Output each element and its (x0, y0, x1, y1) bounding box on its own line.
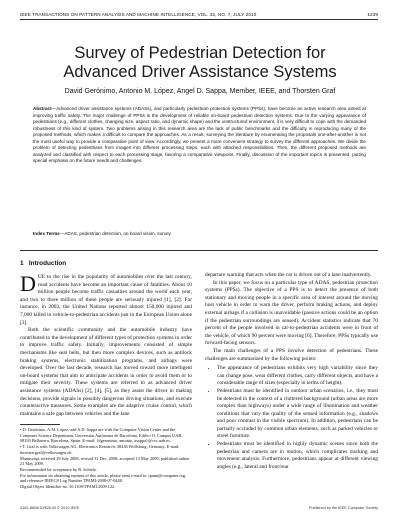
right-column (205, 272, 378, 471)
footnote-rule (20, 424, 60, 425)
footnote-recommended: Recommended for acceptance by B. Schiele. (20, 466, 97, 472)
index-terms-label: Index Terms (33, 231, 60, 236)
footnote-affiliation-2: • T. Graf is with Volkswagen AG, Electronics Research, 38436 Wolfsburg, Germany. E-mail: thorsten.graf@volkswagen.de. (20, 444, 180, 455)
copyright: 0162-8828/10/$26.00 © 2010 IEEE (20, 506, 80, 510)
abstract-text: —Advanced driver assistance systems (ADASs), and particularly pedestrian protection systems (PPSs), have become an active research area aimed at improving traffic safety. The major challenge of PPSs is the development of reliable on-board pedestrian detection systems. Due to the varying appearance of pedestrians (e.g., different clothes, changing size, aspect ratio, and dynamic shape) and the unstructured environment, it is very difficult to cope with the demanded robustness of this kind of system. Two problems arising in this research area are the lack of public benchmarks and the difficulty in reproducing many of the proposed methods, which makes it difficult to compare the approaches. As a result, surveying the literature by enumerating the proposals one-after-another is not the most useful way to provide a comparative point of view. Accordingly, we present a more convenient strategy to survey the different approaches. We divide the problem of detecting pedestrians from images into different processing steps, each with attached responsibilities. Then, the different proposed methods are analyzed and classified with respect to each processing stage, favoring a comparative viewpoint. Finally, discussion of the important topics is presented, putting special emphasis on the future needs and challenges. (33, 106, 366, 164)
section-number: 1 (20, 260, 24, 267)
footnote-manuscript: Manuscript received 29 July 2008; revised 31 Dec. 2008; accepted 13 May 2009; published online 21 May 2009. (20, 455, 190, 467)
right-paragraph-3: The main challenges of a PPS involve detection of pedestrians. These challenges are summarized by the following points: (205, 347, 378, 362)
footnote-doi: Digital Object Identifier no. 10.1109/TPAMI.2009.122. (20, 484, 116, 490)
section-title: Introduction (28, 260, 67, 267)
list-item: • Pedestrians must be identified in outdoor urban scenarios, i.e., they must be detected in the context of a cluttered background (urban areas are more complex than highways) under a wide range of illumination and weather conditions that vary the quality of the sensed information (e.g., shadows and poor contrast in the visible spectrum). In addition, pedestrians can be partially occluded by common urban elements, such as parked vehicles or street furniture. (217, 388, 378, 441)
left-column (20, 271, 193, 418)
drop-cap: D (20, 271, 36, 296)
index-terms-text: —ADAS, pedestrian detection, on-board vision, survey. (59, 231, 172, 236)
footnote-reprints: For information on obtaining reprints of this article, please send e-mail to: tpami@computer.org, and reference IEEECS Log Number TPAMI-2008-07-0448. (20, 472, 187, 484)
footnotes (20, 427, 192, 490)
footnote-affiliation-1: • D. Gerónimo, A.M. López, and A.D. Sappa are with the Computer Vision Center and the Computer Science Department, Universitat Autònoma de Barcelona, Edifici O, Campus UAB, 08193 Bellaterra, Barcelona, Spain. E-mail: {dgeronimo, antonio, asappa}@cvc.uab.es. (20, 427, 183, 444)
index-terms (33, 231, 366, 236)
abstract-rule (20, 250, 378, 251)
running-header (20, 12, 378, 17)
title-line-2: Advanced Driver Assistance Systems (63, 63, 337, 81)
section-heading (20, 260, 66, 267)
right-paragraph-2: In this paper, we focus on a particular type of ADAS, pedestrian protection systems (PPSs). The objective of a PPS is to detect the presence of both stationary and moving people in a specific area of interest around the moving host vehicle in order to warn the driver, perform braking actions, and deploy external airbags if a collision is unavoidable (passive actions could be an option if the pedestrian surroundings are sensed). Accident statistics indicate that 70 percent of the people involved in car-to-pedestrian accidents were in front of the vehicle, of which 90 percent were moving [6]. Therefore, PPSs typically use forward-facing sensors. (205, 279, 378, 347)
intro-paragraph-2: Both the scientific community and the automobile industry have contributed to the development of different types of protection systems in order to improve traffic safety. Initially, improvements consisted of simple mechanisms like seat belts, but then more complex devices, such as antilock braking systems, electronic stabilization programs, and airbags were developed. Over the last decade, research has moved toward more intelligent on-board systems that aim to anticipate accidents in order to avoid them or to mitigate their severity. These systems are referred to as advanced driver assistance systems (ADASs) [2], [4], [5], as they assist the driver in making decisions, provide signals in possibly dangerous driving situations, and execute counteractive measures. Some examples are the adaptive cruise control, which maintains a safe gap between vehicles and the lane (20, 327, 192, 417)
author-list: David Gerónimo, Antonio M. López, Angel D. Sappa, Member, IEEE, and Thorsten Graf (64, 88, 336, 95)
paper-title (20, 44, 380, 82)
title-line-1: Survey of Pedestrian Detection for (74, 44, 326, 62)
challenge-list (205, 365, 378, 471)
list-item: • The appearance of pedestrians exhibits very high variability since they can change pose, wear different clothes, carry different objects, and have a considerable range of sizes (especially in terms of height). (217, 365, 378, 388)
abstract-label: Abstract (33, 106, 52, 111)
list-item: • Pedestrians must be identified in highly dynamic scenes since both the pedestrian and camera are in motion, which complicates tracking and movement analysis. Furthermore, pedestrians appear at different viewing angles (e.g., lateral and front/rear (217, 441, 378, 471)
header-rule (20, 19, 378, 20)
page-number: 1239 (367, 12, 378, 17)
page-footer (20, 506, 378, 510)
right-paragraph-1: departure warning that acts when the car is driven out of a lane inadvertently. (205, 272, 372, 278)
publisher: Published by the IEEE Computer Society (308, 506, 378, 510)
journal-name: IEEE TRANSACTIONS ON PATTERN ANALYSIS AND MACHINE INTELLIGENCE, VOL. 32, NO. 7, JULY 2010 (20, 12, 257, 17)
abstract (33, 106, 366, 165)
intro-paragraph-1: UE to the rise in the popularity of automobiles over the last century, road accidents have become an important cause of fatalities. About 10 million people become traffic casualties around the world each year, and two to three million of these people are seriously injured [1], [2]. For instance, in 2003, the United Nations reported almost 150,000 injured and 7,000 killed in vehicle-to-pedestrian accidents just in the European Union alone [3]. (20, 274, 193, 326)
